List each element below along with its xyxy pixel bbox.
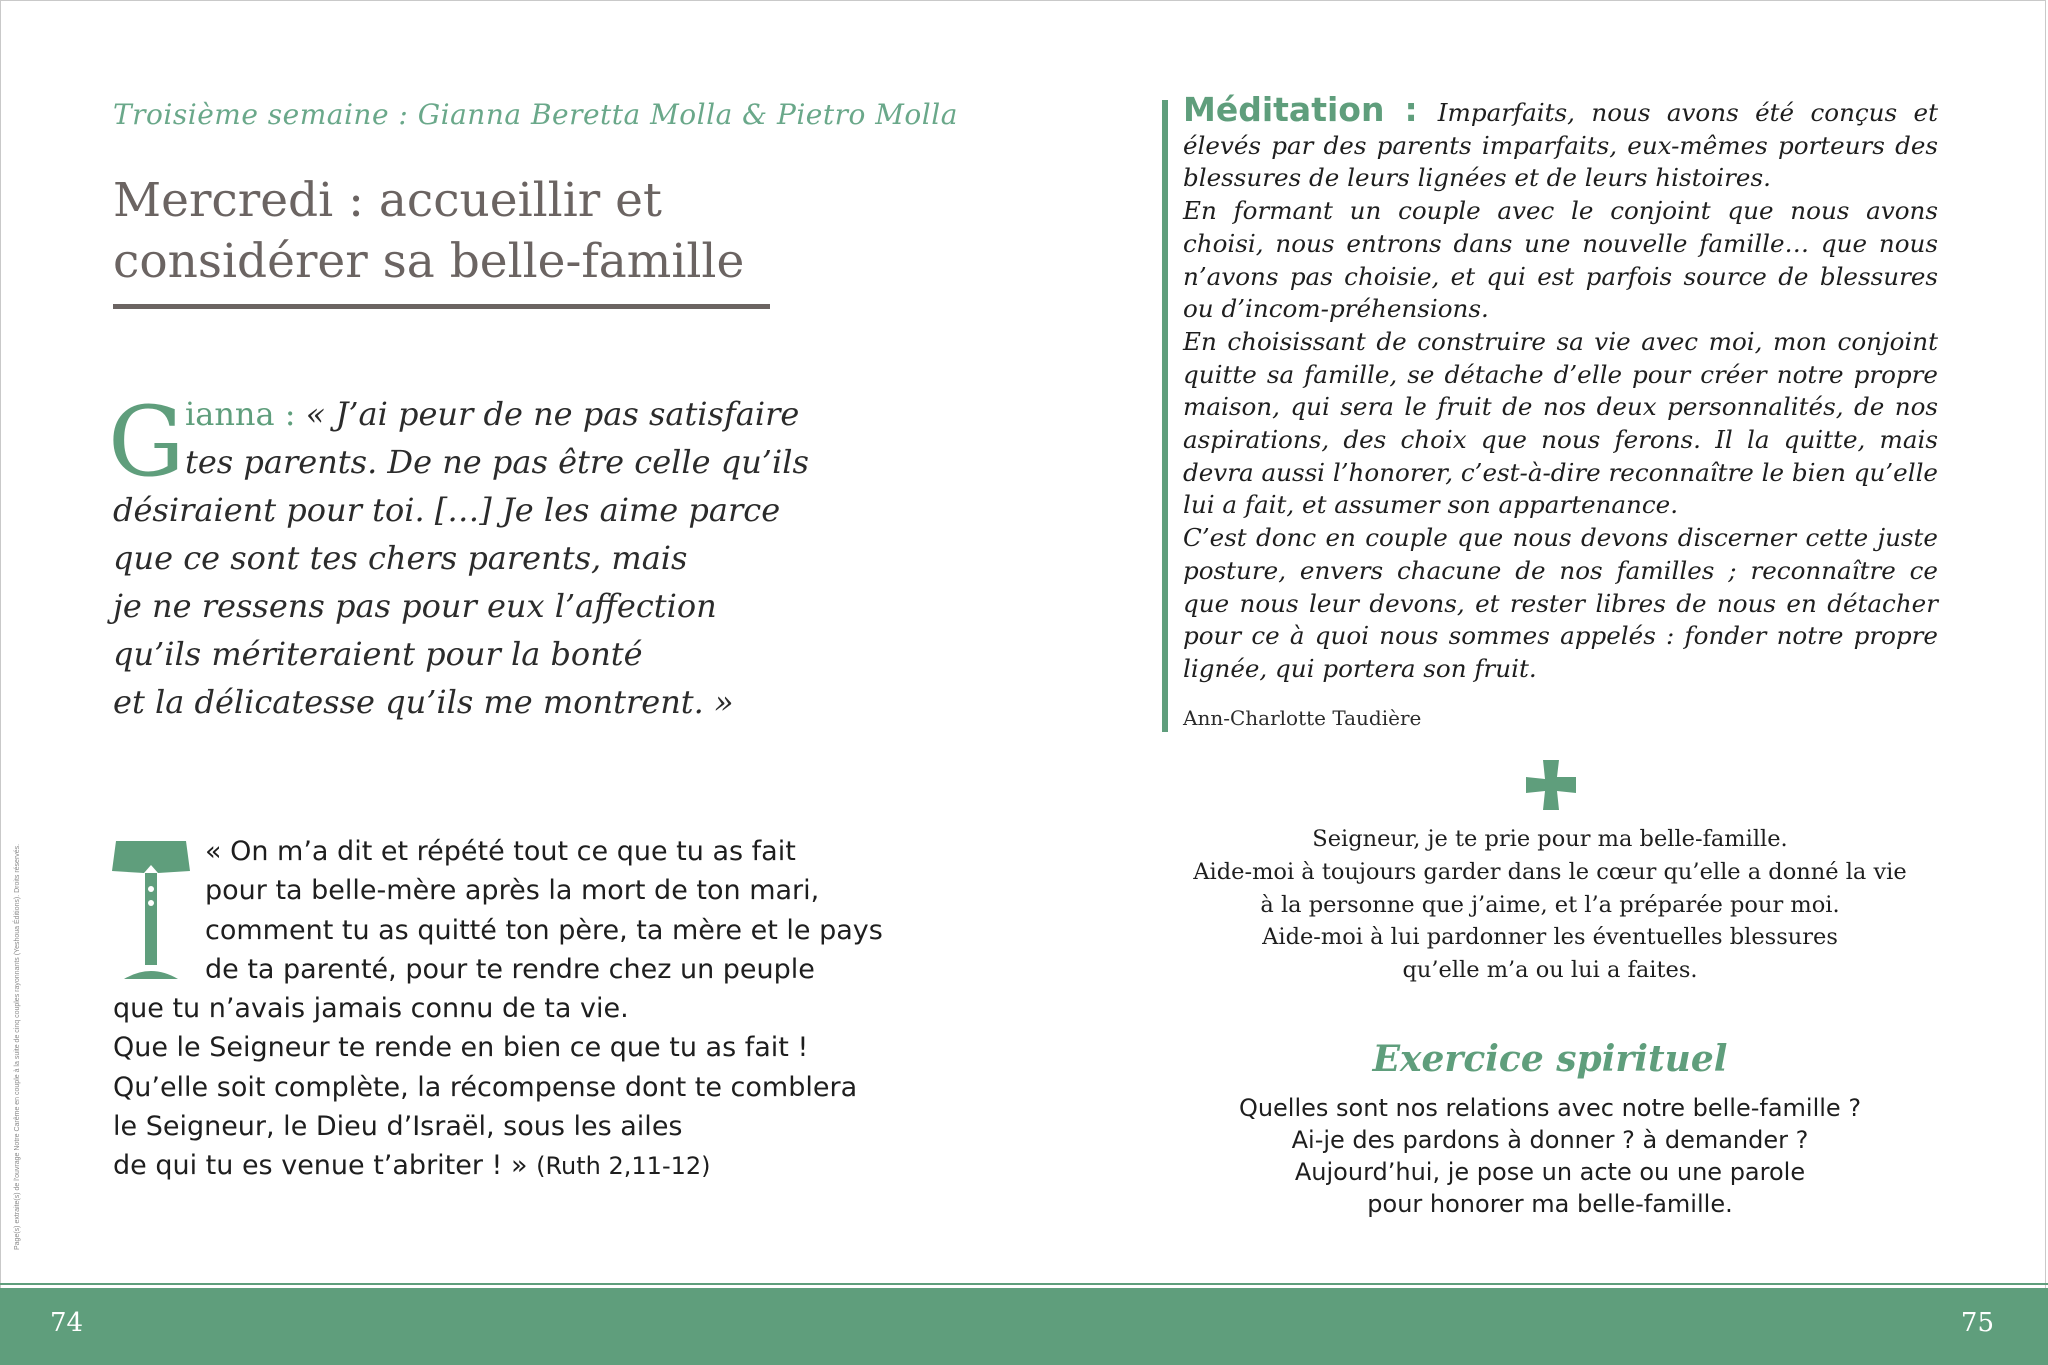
ruth-line: de qui tu es venue t’abriter ! » (Ruth 2,11-12) — [113, 1150, 711, 1182]
meditation-author: Ann-Charlotte Taudière — [1183, 706, 1422, 730]
ruth-line: Qu’elle soit complète, la récompense dont te comblera — [113, 1071, 858, 1103]
meditation-paragraph: En choisissant de construire sa vie avec moi, mon conjoint quitte sa famille, se détache d’elle pour créer notre propre maison, qui sera le fruit de nos deux personnalités, de nos aspirations, des choix que nous ferons. Il la quitte, mais devra aussi l’honorer, c’est-à-dire reconnaître le bien qu’elle lui a fait, et assumer son appartenance. — [1183, 326, 1938, 520]
ruth-quote — [113, 832, 903, 1187]
ruth-line: Que le Seigneur te rende en bien ce que tu as fait ! — [113, 1032, 809, 1064]
exercise-title: Exercice spirituel — [1372, 1038, 1728, 1080]
prayer — [1150, 823, 1950, 987]
title-line-1: Mercredi : accueillir et — [113, 173, 662, 228]
speaker-label: ianna : — [185, 395, 306, 433]
exercise-line: Ai-je des pardons à donner ? à demander ? — [1291, 1126, 1809, 1154]
prayer-line: à la personne que j’aime, et l’a préparée pour moi. — [1260, 891, 1840, 918]
gianna-quote — [113, 390, 833, 726]
prayer-line: Aide-moi à toujours garder dans le cœur qu’elle a donné la vie — [1193, 858, 1907, 885]
quote-line: que ce sont tes chers parents, mais — [113, 539, 688, 577]
ruth-line: que tu n’avais jamais connu de ta vie. — [113, 993, 629, 1025]
exercise-line: pour honorer ma belle-famille. — [1367, 1190, 1733, 1218]
ruth-line: de ta parenté, pour te rendre chez un peuple — [205, 953, 815, 985]
cross-icon — [1526, 760, 1576, 810]
exercise-line: Aujourd’hui, je pose un acte ou une parole — [1294, 1158, 1806, 1186]
quote-line: tes parents. De ne pas être celle qu’ils — [185, 443, 809, 481]
ruth-line: le Seigneur, le Dieu d’Israël, sous les ailes — [113, 1111, 683, 1143]
bible-reference: (Ruth 2,11-12) — [536, 1152, 711, 1181]
quote-line: désiraient pour toi. […] Je les aime parce — [113, 491, 781, 529]
exercise-questions — [1150, 1092, 1950, 1220]
meditation-paragraph: Méditation : Imparfaits, nous avons été conçus et élevés par des parents imparfaits, eux-mêmes porteurs des blessures de leurs lignées et de leurs histoires. — [1183, 90, 1938, 193]
prayer-line: Aide-moi à lui pardonner les éventuelles blessures — [1262, 924, 1838, 951]
prayer-line: qu’elle m’a ou lui a faites. — [1402, 957, 1698, 984]
copyright-credit: Page(s) extraite(s) de l'ouvrage Notre Carême en couple à la suite de cinq couples rayonnants (Yeshoua Éditions). Droits réservés. — [14, 843, 21, 1250]
title-underline — [113, 304, 770, 309]
meditation-paragraph: C’est donc en couple que nous devons discerner cette juste posture, envers chacune de nos familles ; reconnaître ce que nous leur devons, et rester libres de nous en détacher pour ce à quoi nous sommes appelés : fonder notre propre lignée, qui portera son fruit. — [1183, 523, 1938, 683]
week-subtitle: Troisième semaine : Gianna Beretta Molla & Pietro Molla — [113, 98, 958, 131]
quote-line: je ne ressens pas pour eux l’affection — [113, 587, 717, 625]
prayer-line: Seigneur, je te prie pour ma belle-famille. — [1312, 826, 1788, 852]
meditation-label: Méditation : — [1183, 90, 1438, 129]
exercise-line: Quelles sont nos relations avec notre belle-famille ? — [1238, 1094, 1862, 1122]
page-number-left: 74 — [50, 1308, 84, 1338]
quote-line: ianna : « J’ai peur de ne pas satisfaire — [185, 395, 800, 433]
meditation-text — [1183, 90, 1938, 686]
dropcap-g: G — [108, 386, 185, 498]
ruth-line: pour ta belle-mère après la mort de ton mari, — [205, 875, 820, 907]
footer-rule — [0, 1283, 2048, 1285]
footer-band — [0, 1288, 2048, 1365]
ruth-line: « On m’a dit et répété tout ce que tu as fait — [205, 836, 796, 867]
title-line-2: considérer sa belle-famille — [113, 234, 745, 289]
quote-line: et la délicatesse qu’ils me montrent. » — [113, 683, 734, 721]
ruth-line: comment tu as quitté ton père, ta mère et le pays — [205, 914, 883, 946]
quote-line: qu’ils mériteraient pour la bonté — [113, 635, 643, 673]
page-title — [113, 170, 813, 292]
meditation-accent-bar — [1162, 100, 1168, 732]
meditation-paragraph: En formant un couple avec le conjoint que nous avons choisi, nous entrons dans une nouvelle famille… que nous n’avons pas choisie, et qui est parfois source de blessures ou d’incom-préhensions. — [1183, 196, 1938, 324]
page-number-right: 75 — [1960, 1308, 1994, 1338]
